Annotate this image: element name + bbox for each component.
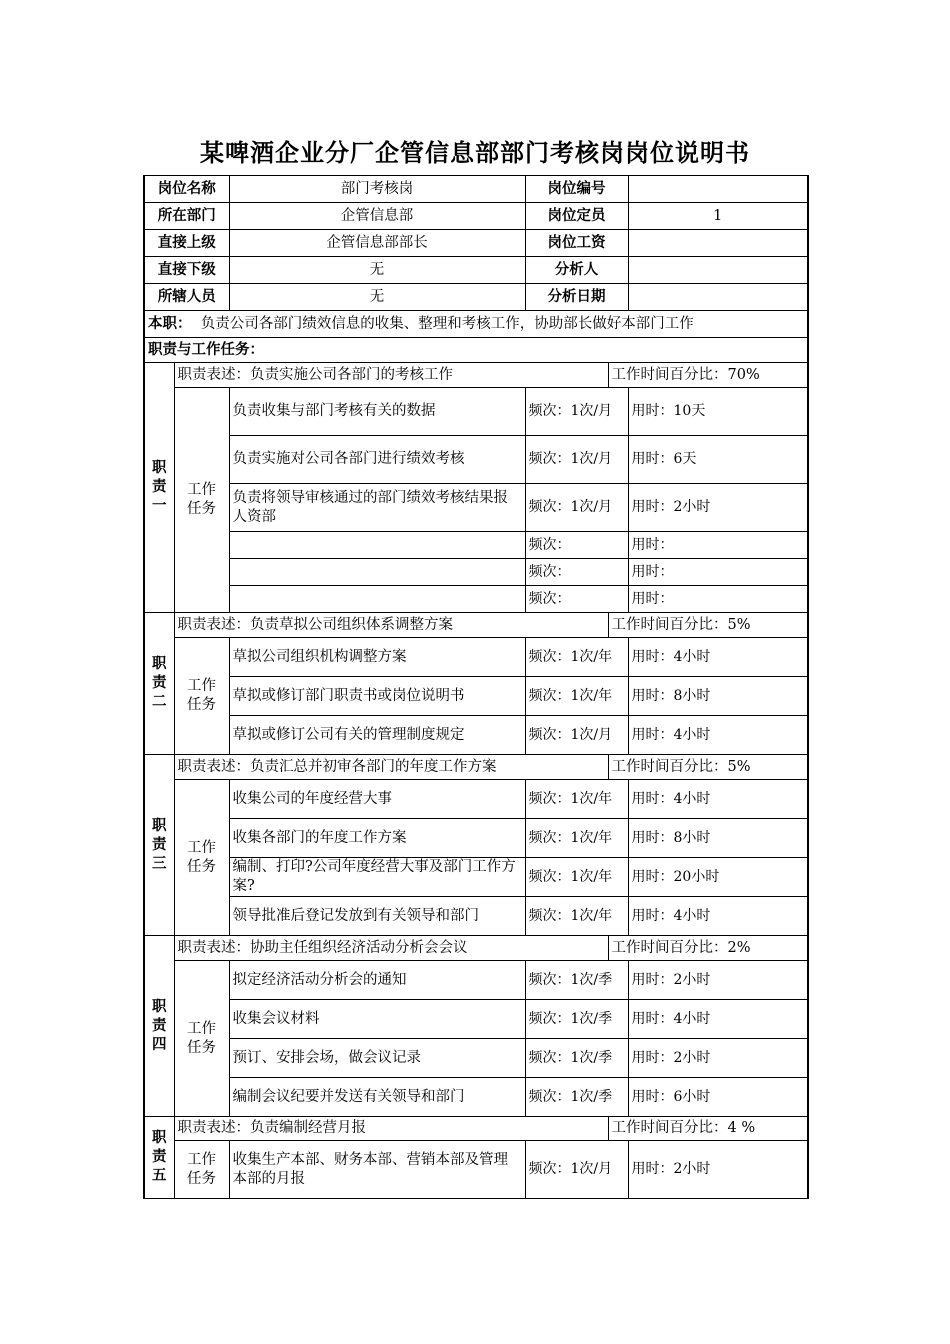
task-frequency: 频次：1次/月 xyxy=(525,484,628,532)
task-frequency: 频次：1次/季 xyxy=(525,1078,628,1117)
duty-time-pct: 工作时间百分比：5% xyxy=(608,613,808,638)
task-desc: 编制会议纪要并发送有关领导和部门 xyxy=(229,1078,525,1117)
duty-time-pct: 工作时间百分比：4 % xyxy=(608,1117,808,1141)
duty-desc: 职责表述：负责编制经营月报 xyxy=(174,1117,608,1141)
duty-desc-row xyxy=(144,936,808,961)
task-duration: 用时：2小时 xyxy=(628,1039,808,1078)
task-row xyxy=(144,1039,808,1078)
task-row xyxy=(144,716,808,755)
info-row xyxy=(144,284,808,311)
task-row xyxy=(144,586,808,613)
duty-desc-row xyxy=(144,613,808,638)
duty-desc-row xyxy=(144,1117,808,1141)
field-value xyxy=(628,257,808,284)
task-frequency: 频次： xyxy=(525,586,628,613)
work-tasks-label: 工作 任务 xyxy=(174,1141,229,1199)
field-label: 所辖人员 xyxy=(144,284,229,311)
task-desc: 负责收集与部门考核有关的数据 xyxy=(229,388,525,436)
task-row xyxy=(144,677,808,716)
task-duration: 用时： xyxy=(628,586,808,613)
field-value xyxy=(628,230,808,257)
task-frequency: 频次：1次/年 xyxy=(525,819,628,858)
duty-time-pct: 工作时间百分比：70% xyxy=(608,363,808,388)
task-duration: 用时：6小时 xyxy=(628,1078,808,1117)
task-frequency: 频次：1次/月 xyxy=(525,716,628,755)
task-desc: 负责将领导审核通过的部门绩效考核结果报人资部 xyxy=(229,484,525,532)
duty-label: 职 责 四 xyxy=(144,936,174,1117)
duties-heading-row xyxy=(144,338,808,363)
field-value: 1 xyxy=(628,203,808,230)
duty-desc-row xyxy=(144,755,808,780)
task-desc: 收集会议材料 xyxy=(229,1000,525,1039)
work-tasks-label: 工作 任务 xyxy=(174,638,229,755)
task-duration: 用时：20小时 xyxy=(628,858,808,897)
task-row xyxy=(144,1141,808,1199)
task-duration: 用时：4小时 xyxy=(628,638,808,677)
task-frequency: 频次：1次/月 xyxy=(525,388,628,436)
task-frequency: 频次：1次/年 xyxy=(525,677,628,716)
task-row xyxy=(144,819,808,858)
info-row xyxy=(144,230,808,257)
duty-label: 职 责 一 xyxy=(144,363,174,613)
task-frequency: 频次：1次/季 xyxy=(525,961,628,1000)
duties-heading: 职责与工作任务： xyxy=(144,338,808,363)
task-frequency: 频次：1次/月 xyxy=(525,1141,628,1199)
field-value: 无 xyxy=(229,257,525,284)
summary-row xyxy=(144,311,808,338)
task-row xyxy=(144,388,808,436)
task-frequency: 频次：1次/季 xyxy=(525,1039,628,1078)
duty-time-pct: 工作时间百分比：2% xyxy=(608,936,808,961)
task-desc: 预订、安排会场，做会议记录 xyxy=(229,1039,525,1078)
task-duration: 用时：8小时 xyxy=(628,819,808,858)
work-tasks-label: 工作 任务 xyxy=(174,388,229,613)
duty-desc-row xyxy=(144,363,808,388)
task-frequency: 频次：1次/年 xyxy=(525,897,628,936)
info-row xyxy=(144,176,808,203)
field-label: 分析人 xyxy=(525,257,628,284)
task-desc: 草拟或修订公司有关的管理制度规定 xyxy=(229,716,525,755)
task-row xyxy=(144,559,808,586)
task-duration: 用时：8小时 xyxy=(628,677,808,716)
field-value: 部门考核岗 xyxy=(229,176,525,203)
task-row xyxy=(144,1000,808,1039)
task-desc: 收集公司的年度经营大事 xyxy=(229,780,525,819)
document-title: 某啤酒企业分厂企管信息部部门考核岗岗位说明书 xyxy=(200,139,750,167)
task-duration: 用时：4小时 xyxy=(628,716,808,755)
task-duration: 用时： xyxy=(628,532,808,559)
task-row xyxy=(144,638,808,677)
task-row xyxy=(144,484,808,532)
work-tasks-label: 工作 任务 xyxy=(174,961,229,1117)
task-duration: 用时：4小时 xyxy=(628,897,808,936)
field-value xyxy=(628,284,808,311)
task-row xyxy=(144,961,808,1000)
task-frequency: 频次：1次/月 xyxy=(525,436,628,484)
field-value: 企管信息部部长 xyxy=(229,230,525,257)
task-desc: 收集生产本部、财务本部、营销本部及管理本部的月报 xyxy=(229,1141,525,1199)
summary-label: 本职： xyxy=(148,315,192,332)
duty-desc: 职责表述：负责草拟公司组织体系调整方案 xyxy=(174,613,608,638)
task-duration: 用时：6天 xyxy=(628,436,808,484)
work-tasks-label: 工作 任务 xyxy=(174,780,229,936)
task-frequency: 频次： xyxy=(525,559,628,586)
field-label: 岗位工资 xyxy=(525,230,628,257)
task-row xyxy=(144,1078,808,1117)
field-label: 所在部门 xyxy=(144,203,229,230)
task-row xyxy=(144,532,808,559)
task-row xyxy=(144,897,808,936)
task-desc xyxy=(229,532,525,559)
job-description-table xyxy=(143,175,809,1199)
task-frequency: 频次：1次/年 xyxy=(525,858,628,897)
task-duration: 用时：4小时 xyxy=(628,1000,808,1039)
task-row xyxy=(144,858,808,897)
field-value: 企管信息部 xyxy=(229,203,525,230)
task-desc: 收集各部门的年度工作方案 xyxy=(229,819,525,858)
duty-label: 职 责 三 xyxy=(144,755,174,936)
field-value: 无 xyxy=(229,284,525,311)
task-duration: 用时：4小时 xyxy=(628,780,808,819)
task-desc xyxy=(229,559,525,586)
task-frequency: 频次：1次/年 xyxy=(525,780,628,819)
task-duration: 用时：2小时 xyxy=(628,484,808,532)
field-label: 直接下级 xyxy=(144,257,229,284)
task-frequency: 频次：1次/年 xyxy=(525,638,628,677)
duty-desc: 职责表述：协助主任组织经济活动分析会会议 xyxy=(174,936,608,961)
field-label: 直接上级 xyxy=(144,230,229,257)
duty-label: 职 责 二 xyxy=(144,613,174,755)
field-label: 岗位名称 xyxy=(144,176,229,203)
task-duration: 用时：2小时 xyxy=(628,1141,808,1199)
summary-cell xyxy=(144,311,808,338)
summary-text: 负责公司各部门绩效信息的收集、整理和考核工作，协助部长做好本部门工作 xyxy=(200,315,694,332)
task-desc: 草拟或修订部门职责书或岗位说明书 xyxy=(229,677,525,716)
task-duration: 用时：10天 xyxy=(628,388,808,436)
task-desc: 编制、打印?公司年度经营大事及部门工作方案? xyxy=(229,858,525,897)
task-row xyxy=(144,780,808,819)
field-label: 岗位编号 xyxy=(525,176,628,203)
info-row xyxy=(144,257,808,284)
duty-desc: 职责表述：负责实施公司各部门的考核工作 xyxy=(174,363,608,388)
duty-desc: 职责表述：负责汇总并初审各部门的年度工作方案 xyxy=(174,755,608,780)
task-desc xyxy=(229,586,525,613)
task-frequency: 频次： xyxy=(525,532,628,559)
task-desc: 草拟公司组织机构调整方案 xyxy=(229,638,525,677)
task-desc: 负责实施对公司各部门进行绩效考核 xyxy=(229,436,525,484)
task-frequency: 频次：1次/季 xyxy=(525,1000,628,1039)
field-label: 分析日期 xyxy=(525,284,628,311)
task-duration: 用时： xyxy=(628,559,808,586)
field-label: 岗位定员 xyxy=(525,203,628,230)
task-row xyxy=(144,436,808,484)
duty-time-pct: 工作时间百分比：5% xyxy=(608,755,808,780)
info-row xyxy=(144,203,808,230)
task-desc: 拟定经济活动分析会的通知 xyxy=(229,961,525,1000)
duties-body xyxy=(144,363,808,1199)
task-desc: 领导批准后登记发放到有关领导和部门 xyxy=(229,897,525,936)
field-value xyxy=(628,176,808,203)
duty-label: 职 责 五 xyxy=(144,1117,174,1199)
task-duration: 用时：2小时 xyxy=(628,961,808,1000)
